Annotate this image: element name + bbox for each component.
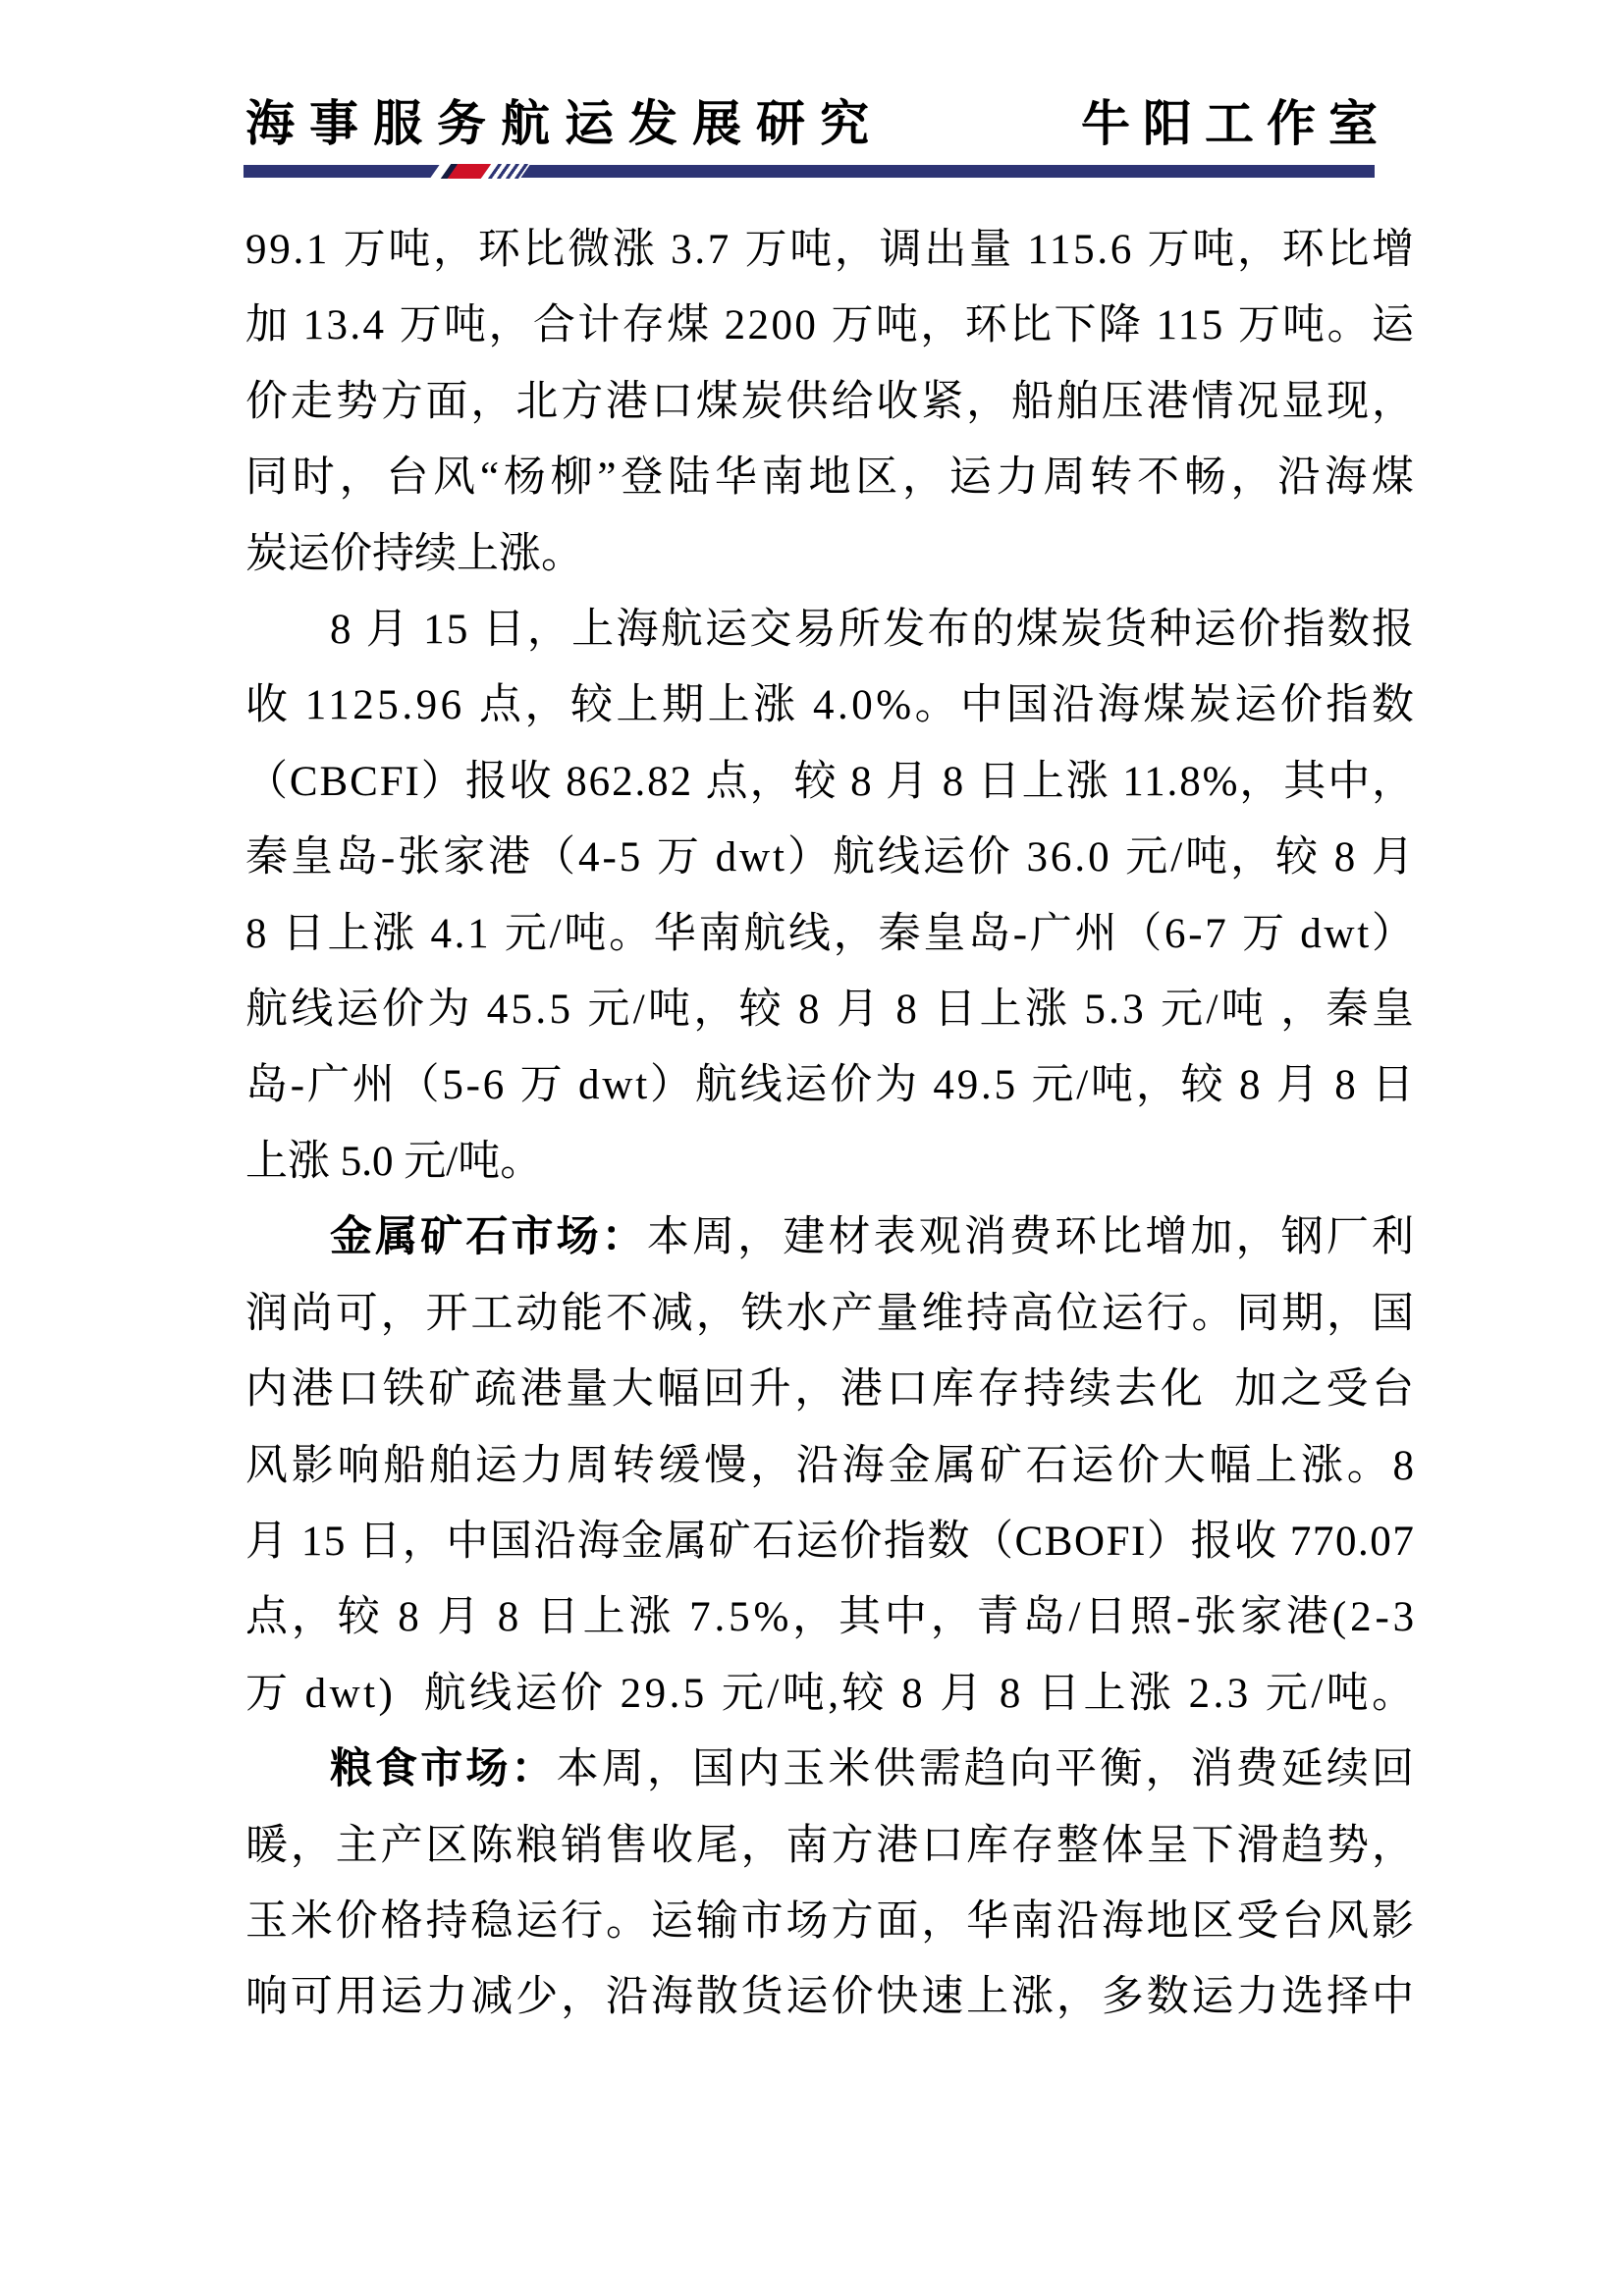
body-line: 金属矿石市场：本周，建材表观消费环比增加，钢厂利 [330,1214,1418,1261]
body-line: （CBCFI）报收 862.82 点，较 8 月 8 日上涨 11.8%，其中， [245,758,1417,805]
body-line: 点，较 8 月 8 日上涨 7.5%，其中，青岛/日照-张家港(2-3 [245,1594,1419,1641]
report-body [245,212,1419,2036]
body-line: 8 月 15 日，上海航运交易所发布的煤炭货种运价指数报 [330,607,1417,654]
header-right-title: 牛阳工作室 [1081,96,1390,151]
body-line: 上涨 5.0 元/吨。 [245,1138,543,1185]
body-line: 同时，台风“杨柳”登陆华南地区，运力周转不畅，沿海煤 [245,454,1419,502]
body-line: 收 1125.96 点，较上期上涨 4.0%。中国沿海煤炭运价指数 [245,682,1418,729]
body-line: 风影响船舶运力周转缓慢，沿海金属矿石运价大幅上涨。8 [245,1442,1418,1489]
body-line: 8 日上涨 4.1 元/吨。华南航线，秦皇岛-广州（6-7 万 dwt） [245,910,1417,957]
body-line: 炭运价持续上涨。 [245,530,583,577]
header-bar-decoration [435,165,537,178]
body-line: 粮食市场：本周，国内玉米供需趋向平衡，消费延续回 [330,1746,1418,1793]
body-line: 99.1 万吨，环比微涨 3.7 万吨，调出量 115.6 万吨，环比增 [245,227,1417,273]
body-line: 加 13.4 万吨，合计存煤 2200 万吨，环比下降 115 万吨。运 [245,302,1417,349]
section-lead: 粮食市场： [330,1746,557,1793]
body-line: 响可用运力减少，沿海散货运价快速上涨，多数运力选择中 [245,1974,1417,2021]
body-line: 暖，主产区陈粮销售收尾，南方港口库存整体呈下滑趋势， [245,1822,1417,1869]
section-lead: 金属矿石市场： [330,1214,647,1261]
body-line: 航线运价为 45.5 元/吨，较 8 月 8 日上涨 5.3 元/吨 ，秦皇 [245,987,1418,1034]
body-line: 润尚可，开工动能不减，铁水产量维持高位运行。同期，国 [245,1290,1417,1337]
body-line: 秦皇岛-张家港（4-5 万 dwt）航线运价 36.0 元/吨，较 8 月 [245,834,1417,881]
body-line: 月 15 日，中国沿海金属矿石运价指数（CBOFI）报收 770.07 [245,1518,1416,1565]
body-line: 价走势方面，北方港口煤炭供给收紧，船舶压港情况显现， [245,378,1417,425]
header-divider-bar [244,165,1375,178]
body-line: 玉米价格持稳运行。运输市场方面，华南沿海地区受台风影 [245,1897,1417,1945]
body-line: 万 dwt) 航线运价 29.5 元/吨,较 8 月 8 日上涨 2.3 元/吨。 [245,1670,1418,1717]
body-line: 内港口铁矿疏港量大幅回升，港口库存持续去化 加之受台 [245,1366,1418,1414]
body-line: 岛-广州（5-6 万 dwt）航线运价为 49.5 元/吨，较 8 月 8 日 [245,1062,1417,1109]
header-left-title: 海事服务航运发展研究 [245,96,884,151]
